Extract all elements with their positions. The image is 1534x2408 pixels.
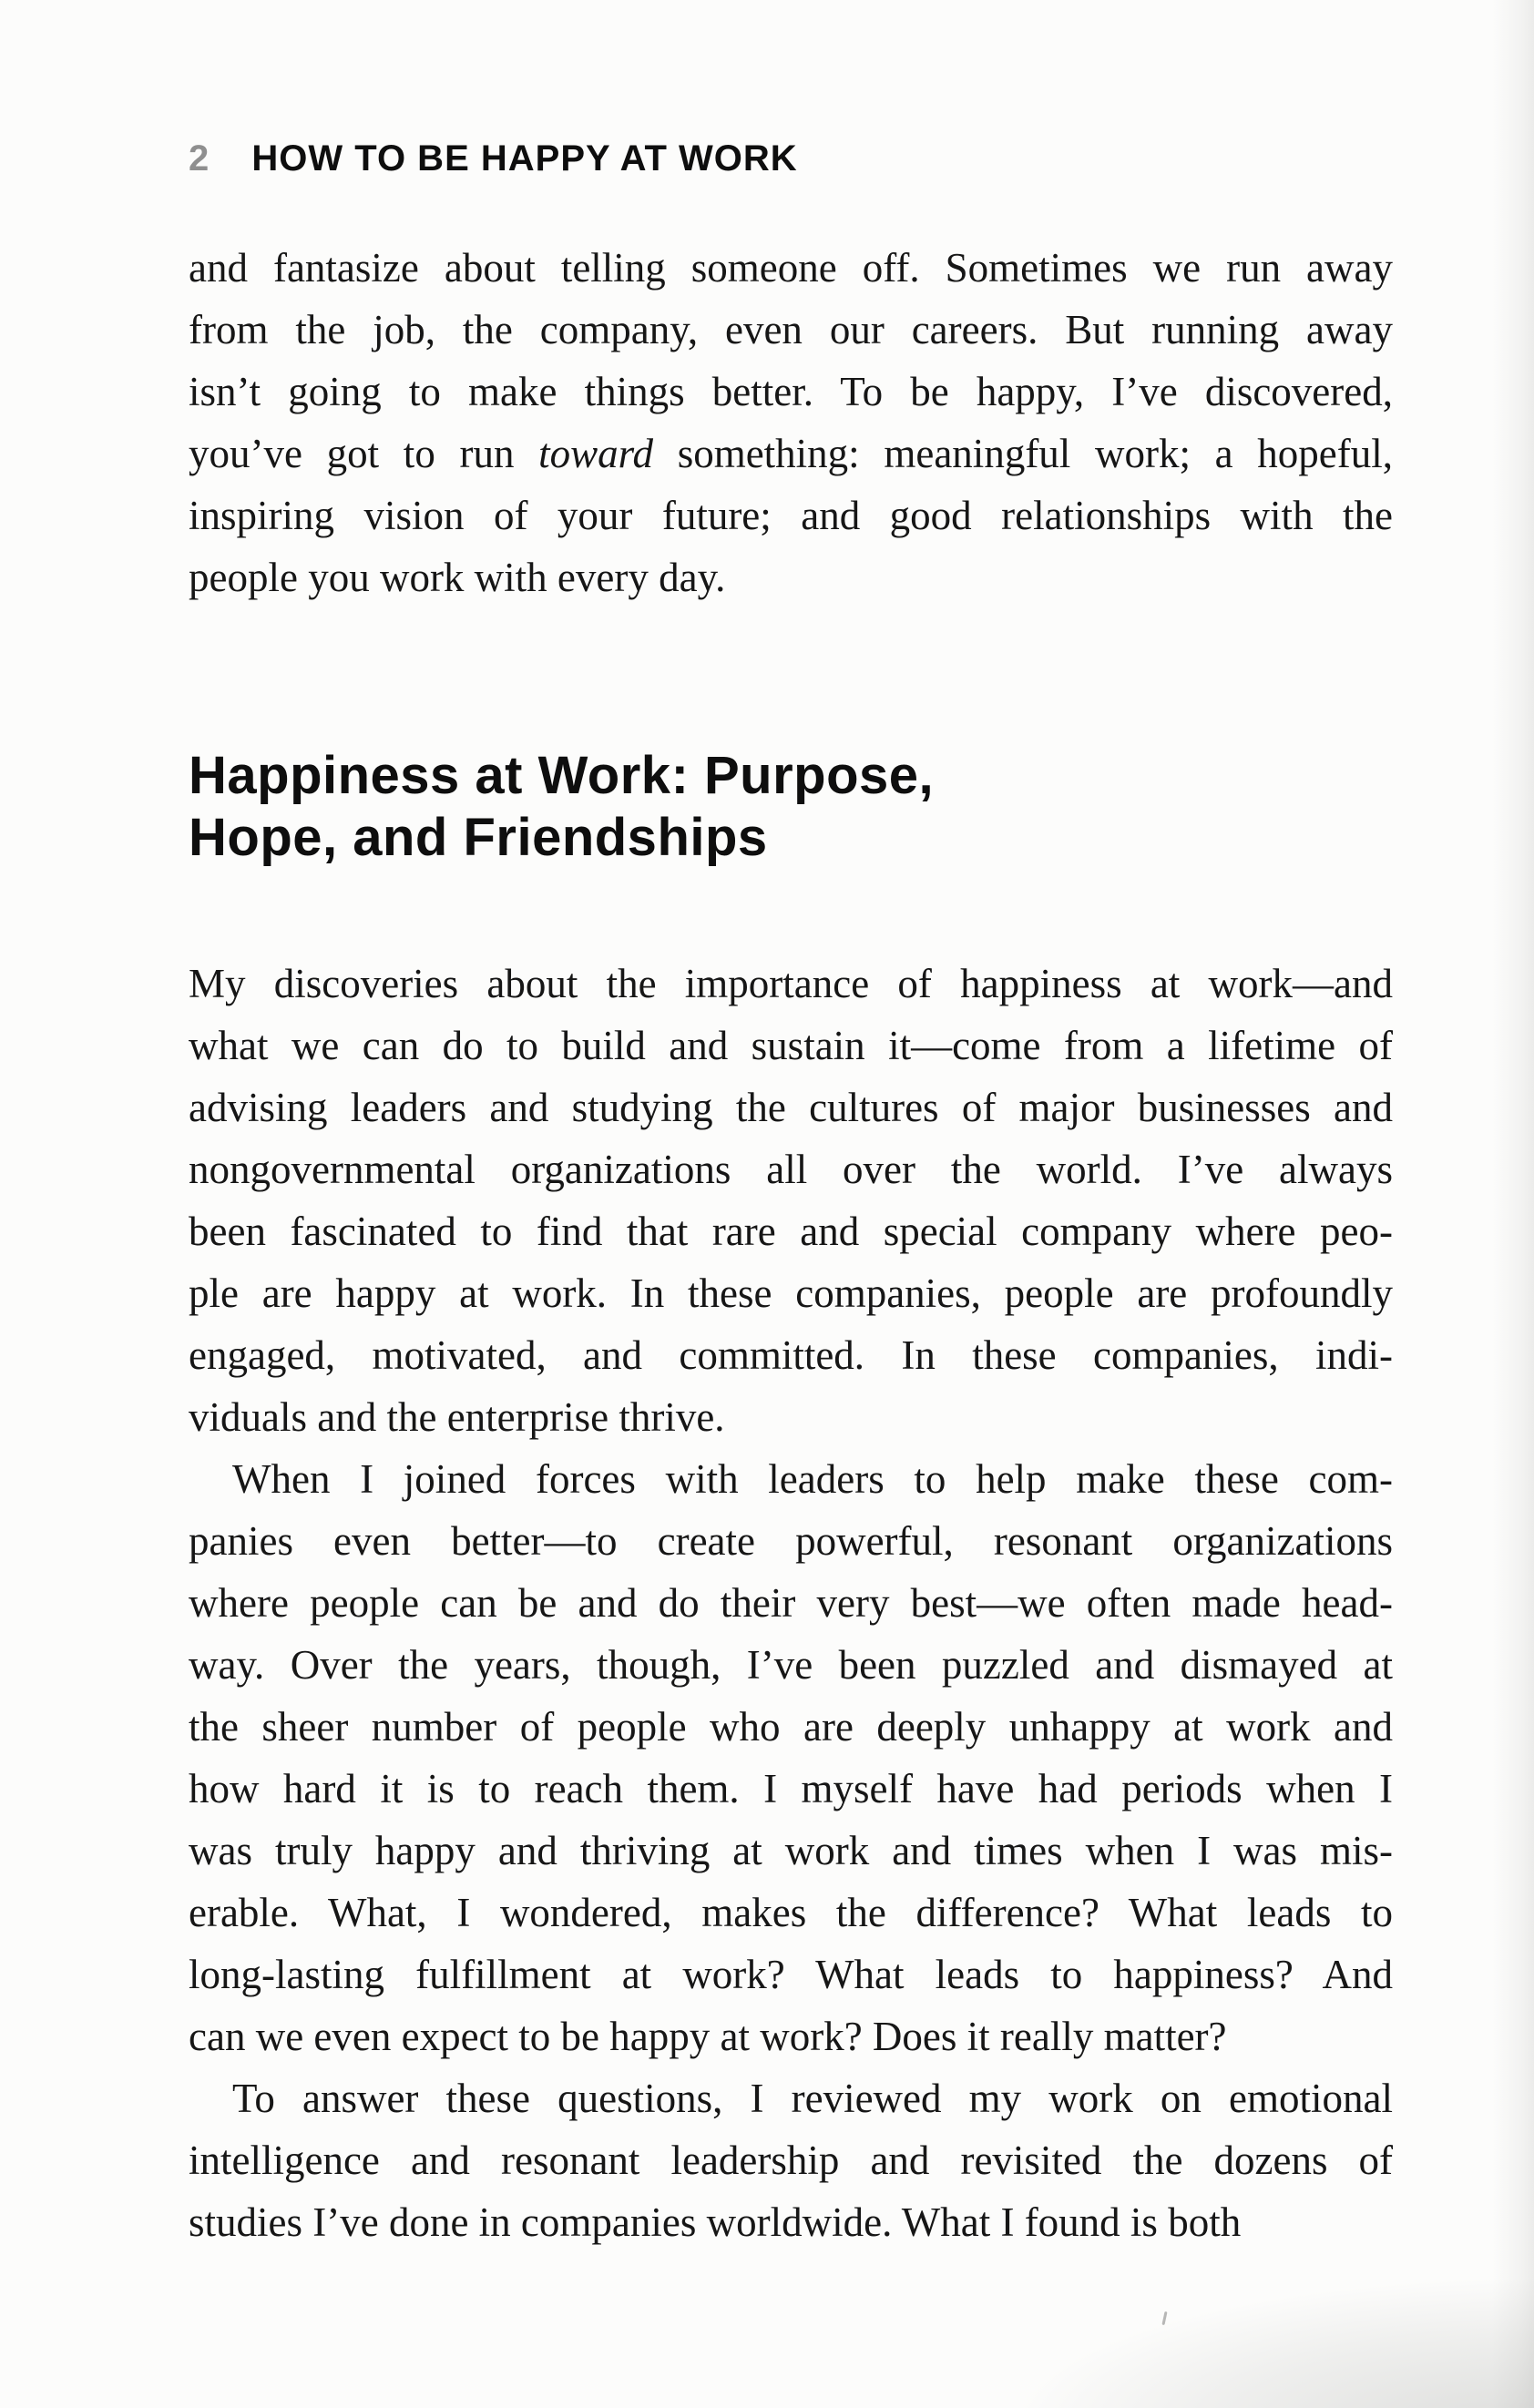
text-line: been fascinated to find that rare and special company where peo- xyxy=(189,1209,1393,1254)
text-line: how hard it is to reach them. I myself have had periods when I xyxy=(189,1766,1393,1811)
page-number: 2 xyxy=(189,138,210,179)
scan-edge-shadow xyxy=(1492,0,1534,2408)
text-line: way. Over the years, though, I’ve been puzzled and dismayed at xyxy=(189,1642,1393,1688)
text-line: engaged, motivated, and committed. In these companies, indi- xyxy=(189,1332,1393,1378)
text-line: viduals and the enterprise thrive. xyxy=(189,1394,725,1440)
text-line: people you work with every day. xyxy=(189,555,726,600)
text-line: When I joined forces with leaders to help make these com- xyxy=(232,1456,1393,1502)
paragraph xyxy=(189,2067,1393,2253)
text-line: isn’t going to make things better. To be happy, I’ve discovered, xyxy=(189,369,1393,414)
text-line: you’ve got to run toward something: meaningful work; a hopeful, xyxy=(189,431,1393,476)
paragraph xyxy=(189,1448,1393,2067)
text-line: studies I’ve done in companies worldwide. What I found is both xyxy=(189,2199,1242,2245)
intro-paragraph xyxy=(189,237,1393,608)
page-header xyxy=(189,138,1400,179)
section-heading xyxy=(189,745,1400,869)
text-line: the sheer number of people who are deeply unhappy at work and xyxy=(189,1704,1393,1750)
text-line: intelligence and resonant leadership and revisited the dozens of xyxy=(189,2138,1393,2183)
text-line: ple are happy at work. In these companies, people are profoundly xyxy=(189,1270,1393,1316)
text-line: panies even better—to create powerful, resonant organizations xyxy=(189,1518,1393,1564)
text-line: was truly happy and thriving at work and times when I was mis- xyxy=(189,1828,1393,1873)
text-line: To answer these questions, I reviewed my work on emotional xyxy=(232,2076,1393,2121)
running-head: HOW TO BE HAPPY AT WORK xyxy=(251,138,798,179)
text-line: where people can be and do their very best—we often made head- xyxy=(189,1580,1393,1626)
text-line: Hope, and Friendships xyxy=(189,808,768,867)
paragraph xyxy=(189,953,1393,1448)
page-curl-shadow xyxy=(1024,2280,1534,2408)
text-line: nongovernmental organizations all over the world. I’ve always xyxy=(189,1147,1393,1192)
body-paragraphs xyxy=(189,953,1393,2253)
text-line: from the job, the company, even our careers. But running away xyxy=(189,307,1393,352)
text-line: erable. What, I wondered, makes the difference? What leads to xyxy=(189,1890,1393,1935)
text-line: can we even expect to be happy at work? Does it really matter? xyxy=(189,2014,1227,2059)
text-line: and fantasize about telling someone off. Sometimes we run away xyxy=(189,245,1393,291)
text-line: what we can do to build and sustain it—come from a lifetime of xyxy=(189,1023,1393,1068)
text-line: inspiring vision of your future; and good relationships with the xyxy=(189,493,1393,538)
text-line: long-lasting fulfillment at work? What leads to happiness? And xyxy=(189,1952,1393,1997)
text-line: My discoveries about the importance of happiness at work—and xyxy=(189,961,1393,1006)
scan-speck-artifact xyxy=(1161,2311,1167,2325)
text-line: advising leaders and studying the cultures of major businesses and xyxy=(189,1085,1393,1130)
text-line: Happiness at Work: Purpose, xyxy=(189,746,935,805)
